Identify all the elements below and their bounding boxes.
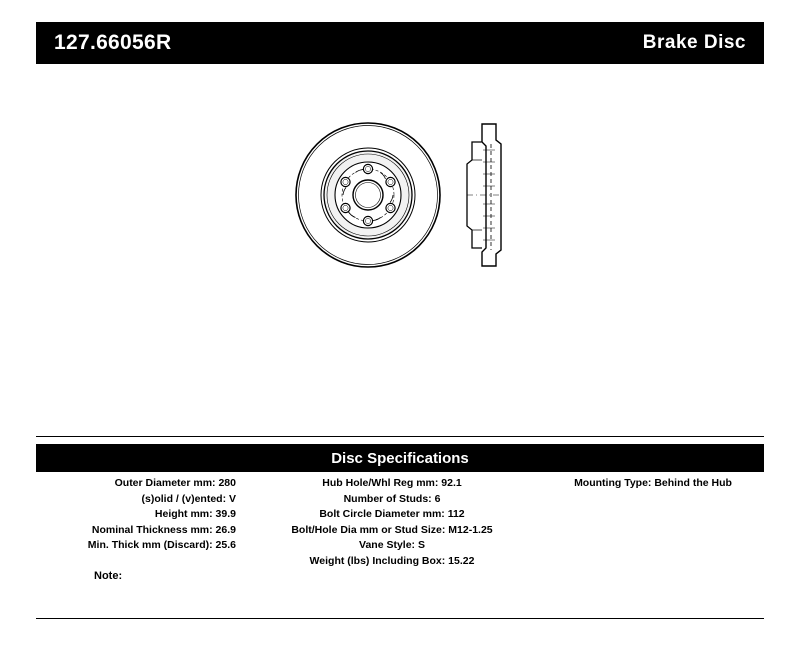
header-bar	[36, 22, 764, 64]
spec-column-middle	[242, 476, 542, 569]
spec-bolt-circle-diameter: Bolt Circle Diameter mm: 112	[319, 508, 465, 520]
drawing-area	[36, 80, 764, 420]
spec-bolt-hole-dia: Bolt/Hole Dia mm or Stud Size: M12-1.25	[291, 523, 493, 536]
spec-weight: Weight (lbs) Including Box: 15.22	[309, 554, 475, 567]
brake-disc-side-section-view	[467, 124, 501, 266]
spec-mounting-type: Mounting Type: Behind the Hub	[574, 477, 732, 489]
part-number: 127.66056R	[54, 31, 172, 54]
bottom-divider	[36, 618, 764, 619]
spec-title: Disc Specifications	[331, 449, 469, 467]
brake-disc-front-view	[296, 123, 440, 267]
product-type-label: Brake Disc	[642, 32, 746, 53]
spec-column-left	[36, 476, 242, 554]
note-label: Note:	[94, 570, 123, 582]
brake-disc-drawing	[286, 100, 546, 290]
spec-outer-diameter: Outer Diameter mm: 280	[114, 477, 236, 489]
spec-vane-style: Vane Style: S	[359, 539, 425, 551]
spec-hub-hole: Hub Hole/Whl Reg mm: 92.1	[322, 477, 462, 489]
spec-number-of-studs: Number of Studs: 6	[343, 492, 441, 505]
spec-column-right	[542, 476, 764, 492]
spec-title-bar	[36, 444, 764, 472]
spec-columns	[36, 476, 764, 569]
spec-nominal-thickness: Nominal Thickness mm: 26.9	[91, 523, 236, 536]
note-row	[36, 570, 764, 582]
spec-solid-vented: (s)olid / (v)ented: V	[141, 492, 236, 505]
spec-height: Height mm: 39.9	[154, 508, 236, 520]
spec-min-thickness: Min. Thick mm (Discard): 25.6	[87, 539, 236, 551]
spec-top-divider	[36, 436, 764, 437]
